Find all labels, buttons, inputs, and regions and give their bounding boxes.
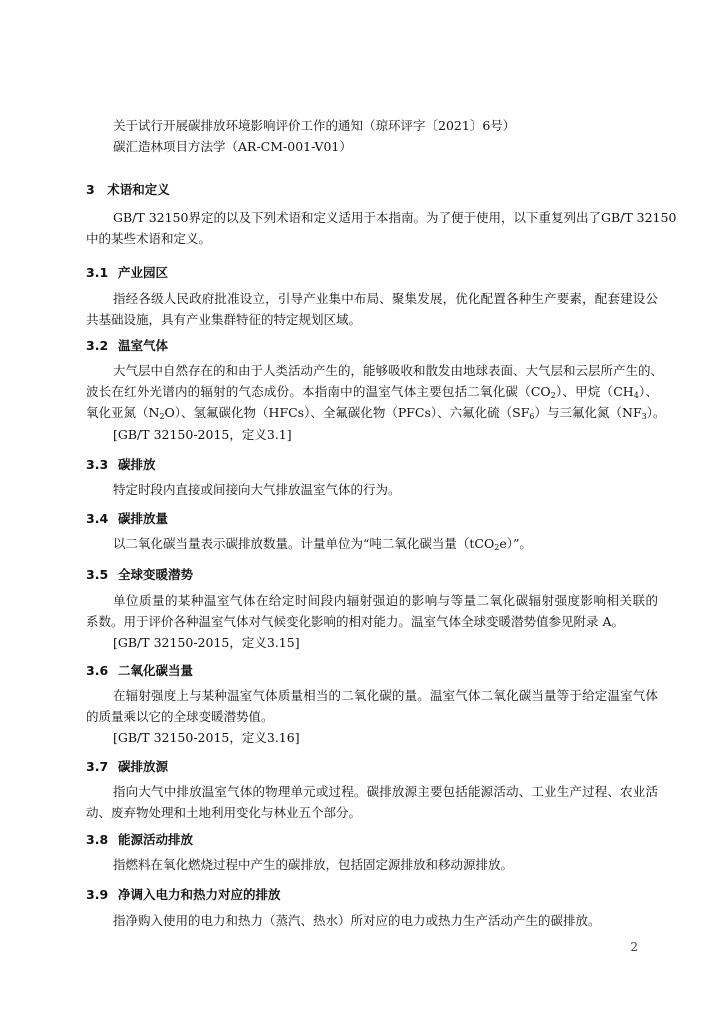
para-line: 的质量乘以它的全球变暖潜势值。 — [86, 709, 274, 724]
para-line: 大气层中自然存在的和由于人类活动产生的，能够吸收和散发由地球表面、大气层和云层所产生的、 — [113, 363, 664, 378]
term-number: 3.1 — [86, 265, 109, 280]
term-name: 碳排放 — [118, 457, 156, 472]
term-name: 二氧化碳当量 — [118, 663, 194, 678]
term-definition — [86, 590, 658, 632]
term-number: 3.4 — [86, 511, 109, 526]
term-definition — [86, 288, 658, 330]
para-line: 单位质量的某种温室气体在给定时间段内辐射强迫的影响与等量二氧化碳辐射强度影响相关联的 — [113, 593, 658, 608]
reference-line: 碳汇造林项目方法学（AR-CM-001-V01） — [113, 139, 352, 154]
term-title — [86, 565, 193, 583]
term-name: 碳排放量 — [118, 511, 169, 526]
para-line: 指净购入使用的电力和热力（蒸汽、热水）所对应的电力或热力生产活动产生的碳排放。 — [113, 913, 601, 928]
term-title — [86, 455, 156, 473]
term-definition — [86, 854, 658, 875]
citation: [GB/T 32150-2015，定义3.15] — [113, 635, 300, 650]
term-name: 产业园区 — [118, 265, 169, 280]
term-definition — [86, 781, 658, 823]
para-line: 特定时段内直接或间接向大气排放温室气体的行为。 — [113, 482, 401, 497]
para-line: 中的某些术语和定义。 — [86, 231, 212, 246]
para-line: 指向大气中排放温室气体的物理单元或过程。碳排放源主要包括能源活动、工业生产过程、农业活 — [113, 784, 658, 799]
term-name: 温室气体 — [118, 338, 169, 353]
para-line: 以二氧化碳当量表示碳排放数量。计量单位为“吨二氧化碳当量（tCO$_2$e）”。 — [113, 536, 532, 552]
term-title — [86, 336, 168, 354]
term-number: 3.2 — [86, 338, 109, 353]
term-number: 3.5 — [86, 567, 109, 582]
para-line: 指经各级人民政府批准设立，引导产业集中布局、聚集发展，优化配置各种生产要素，配套建设公 — [113, 291, 658, 306]
para-line: 系数。用于评价各种温室气体对气候变化影响的相对能力。温室气体全球变暖潜势值参见附录 A。 — [86, 614, 625, 629]
section-title: 3 术语和定义 — [86, 182, 170, 197]
term-definition — [86, 910, 658, 931]
term-title — [86, 509, 168, 527]
term-name: 能源活动排放 — [118, 832, 194, 847]
para-line: 在辐射强度上与某种温室气体质量相当的二氧化碳的量。温室气体二氧化碳当量等于给定温室气体 — [113, 688, 658, 703]
term-definition — [86, 479, 658, 500]
term-definition — [86, 533, 658, 554]
citation: [GB/T 32150-2015，定义3.16] — [113, 730, 300, 745]
term-name: 全球变暖潜势 — [118, 567, 194, 582]
para-line: 动、废弃物处理和土地利用变化与林业五个部分。 — [86, 805, 362, 820]
term-title — [86, 830, 193, 848]
term-number: 3.7 — [86, 759, 109, 774]
term-definition — [86, 360, 666, 423]
term-number: 3.9 — [86, 887, 109, 902]
citation: [GB/T 32150-2015，定义3.1] — [113, 427, 292, 442]
reference-line: 关于试行开展碳排放环境影响评价工作的通知（琼环评字〔2021〕6号） — [113, 118, 516, 133]
term-title — [86, 757, 168, 775]
term-name: 净调入电力和热力对应的排放 — [118, 887, 281, 902]
term-definition — [86, 685, 658, 727]
term-title — [86, 263, 168, 281]
term-number: 3.6 — [86, 663, 109, 678]
para-line: 波长在红外光谱内的辐射的气态成份。本指南中的温室气体主要包括二氧化碳$(CO_2)$、甲烷$(CH_4)$、 — [86, 384, 658, 400]
term-number: 3.8 — [86, 832, 109, 847]
term-name: 碳排放源 — [118, 759, 169, 774]
term-title — [86, 885, 281, 903]
section-intro — [86, 207, 677, 249]
term-title — [86, 661, 193, 679]
term-number: 3.3 — [86, 457, 109, 472]
para-line: 指燃料在氧化燃烧过程中产生的碳排放，包括固定源排放和移动源排放。 — [113, 857, 514, 872]
page-number: 2 — [630, 940, 638, 954]
para-line: 共基础设施，具有产业集群特征的特定规划区域。 — [86, 312, 362, 327]
para-line: 氧化亚氮$(N_2O)$、氢氟碳化物（HFCs）、全氟碳化物（PFCs）、六氟化硫$(SF_6)$与三氟化氮$(NF_3)$。 — [86, 405, 666, 421]
para-line: GB/T 32150界定的以及下列术语和定义适用于本指南。为了便于使用，以下重复列出了GB/T 32150 — [113, 210, 677, 225]
